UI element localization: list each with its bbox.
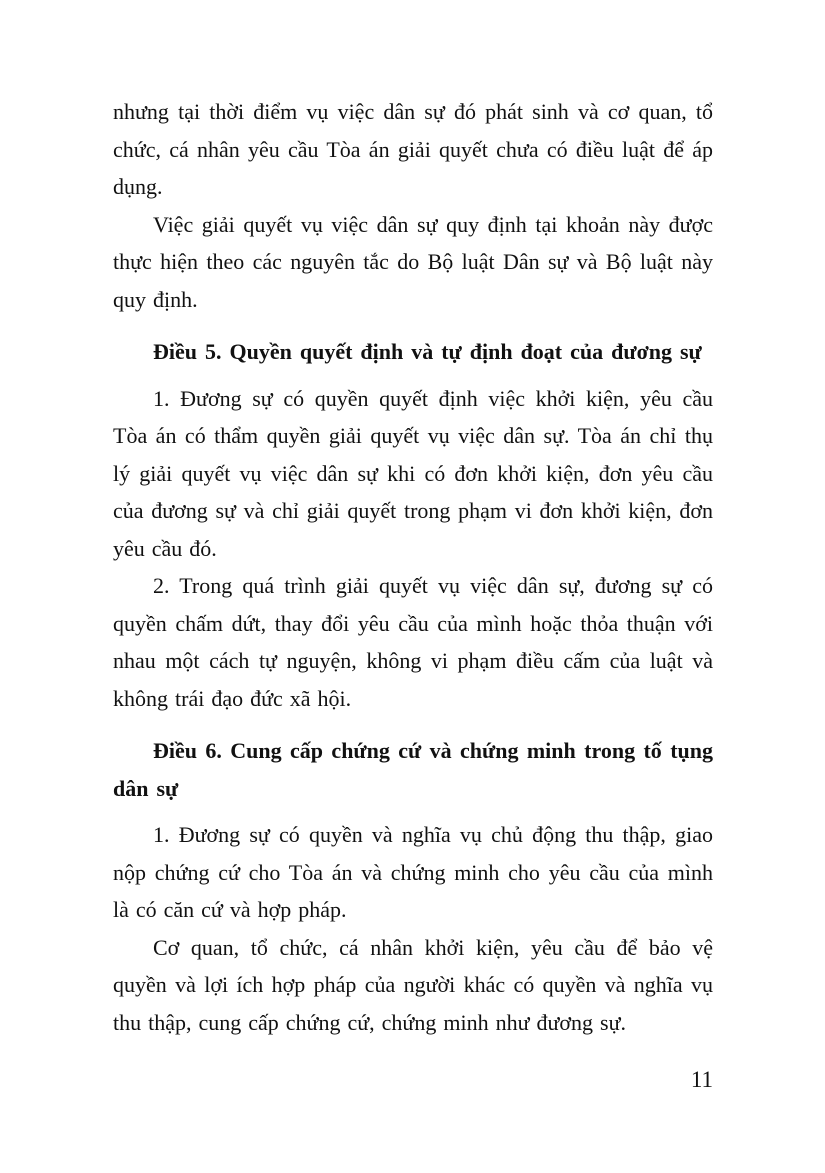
body-paragraph-continuation: nhưng tại thời điểm vụ việc dân sự đó phát sinh và cơ quan, tổ chức, cá nhân yêu cầu Tòa án giải quyết chưa có điều luật để áp dụng. [113, 99, 713, 199]
body-paragraph: 2. Trong quá trình giải quyết vụ việc dân sự, đương sự có quyền chấm dứt, thay đổi yêu cầu của mình hoặc thỏa thuận với nhau một cách tự nguyện, không vi phạm điều cấm của luật và không trái đạo đức xã hội. [113, 573, 713, 711]
body-paragraph: 1. Đương sự có quyền quyết định việc khởi kiện, yêu cầu Tòa án có thẩm quyền giải quyết vụ việc dân sự. Tòa án chỉ thụ lý giải quyết vụ việc dân sự khi có đơn khởi kiện, đơn yêu cầu của đương sự và chỉ giải quyết trong phạm vi đơn khởi kiện, đơn yêu cầu đó. [113, 385, 713, 561]
article-heading-dieu-5: Điều 5. Quyền quyết định và tự định đoạt của đương sự [153, 339, 702, 364]
body-paragraph: Cơ quan, tổ chức, cá nhân khởi kiện, yêu cầu để bảo vệ quyền và lợi ích hợp pháp của người khác có quyền và nghĩa vụ thu thập, cung cấp chứng cứ, chứng minh như đương sự. [113, 934, 713, 1035]
body-paragraph: Việc giải quyết vụ việc dân sự quy định tại khoản này được thực hiện theo các nguyên tắc do Bộ luật Dân sự và Bộ luật này quy định. [113, 211, 713, 312]
article-heading-dieu-6: Điều 6. Cung cấp chứng cứ và chứng minh trong tố tụng dân sự [113, 738, 713, 801]
page-body [113, 93, 713, 1041]
body-paragraph: 1. Đương sự có quyền và nghĩa vụ chủ động thu thập, giao nộp chứng cứ cho Tòa án và chứng minh cho yêu cầu của mình là có căn cứ và hợp pháp. [113, 822, 713, 922]
page-number: 11 [690, 1067, 713, 1092]
